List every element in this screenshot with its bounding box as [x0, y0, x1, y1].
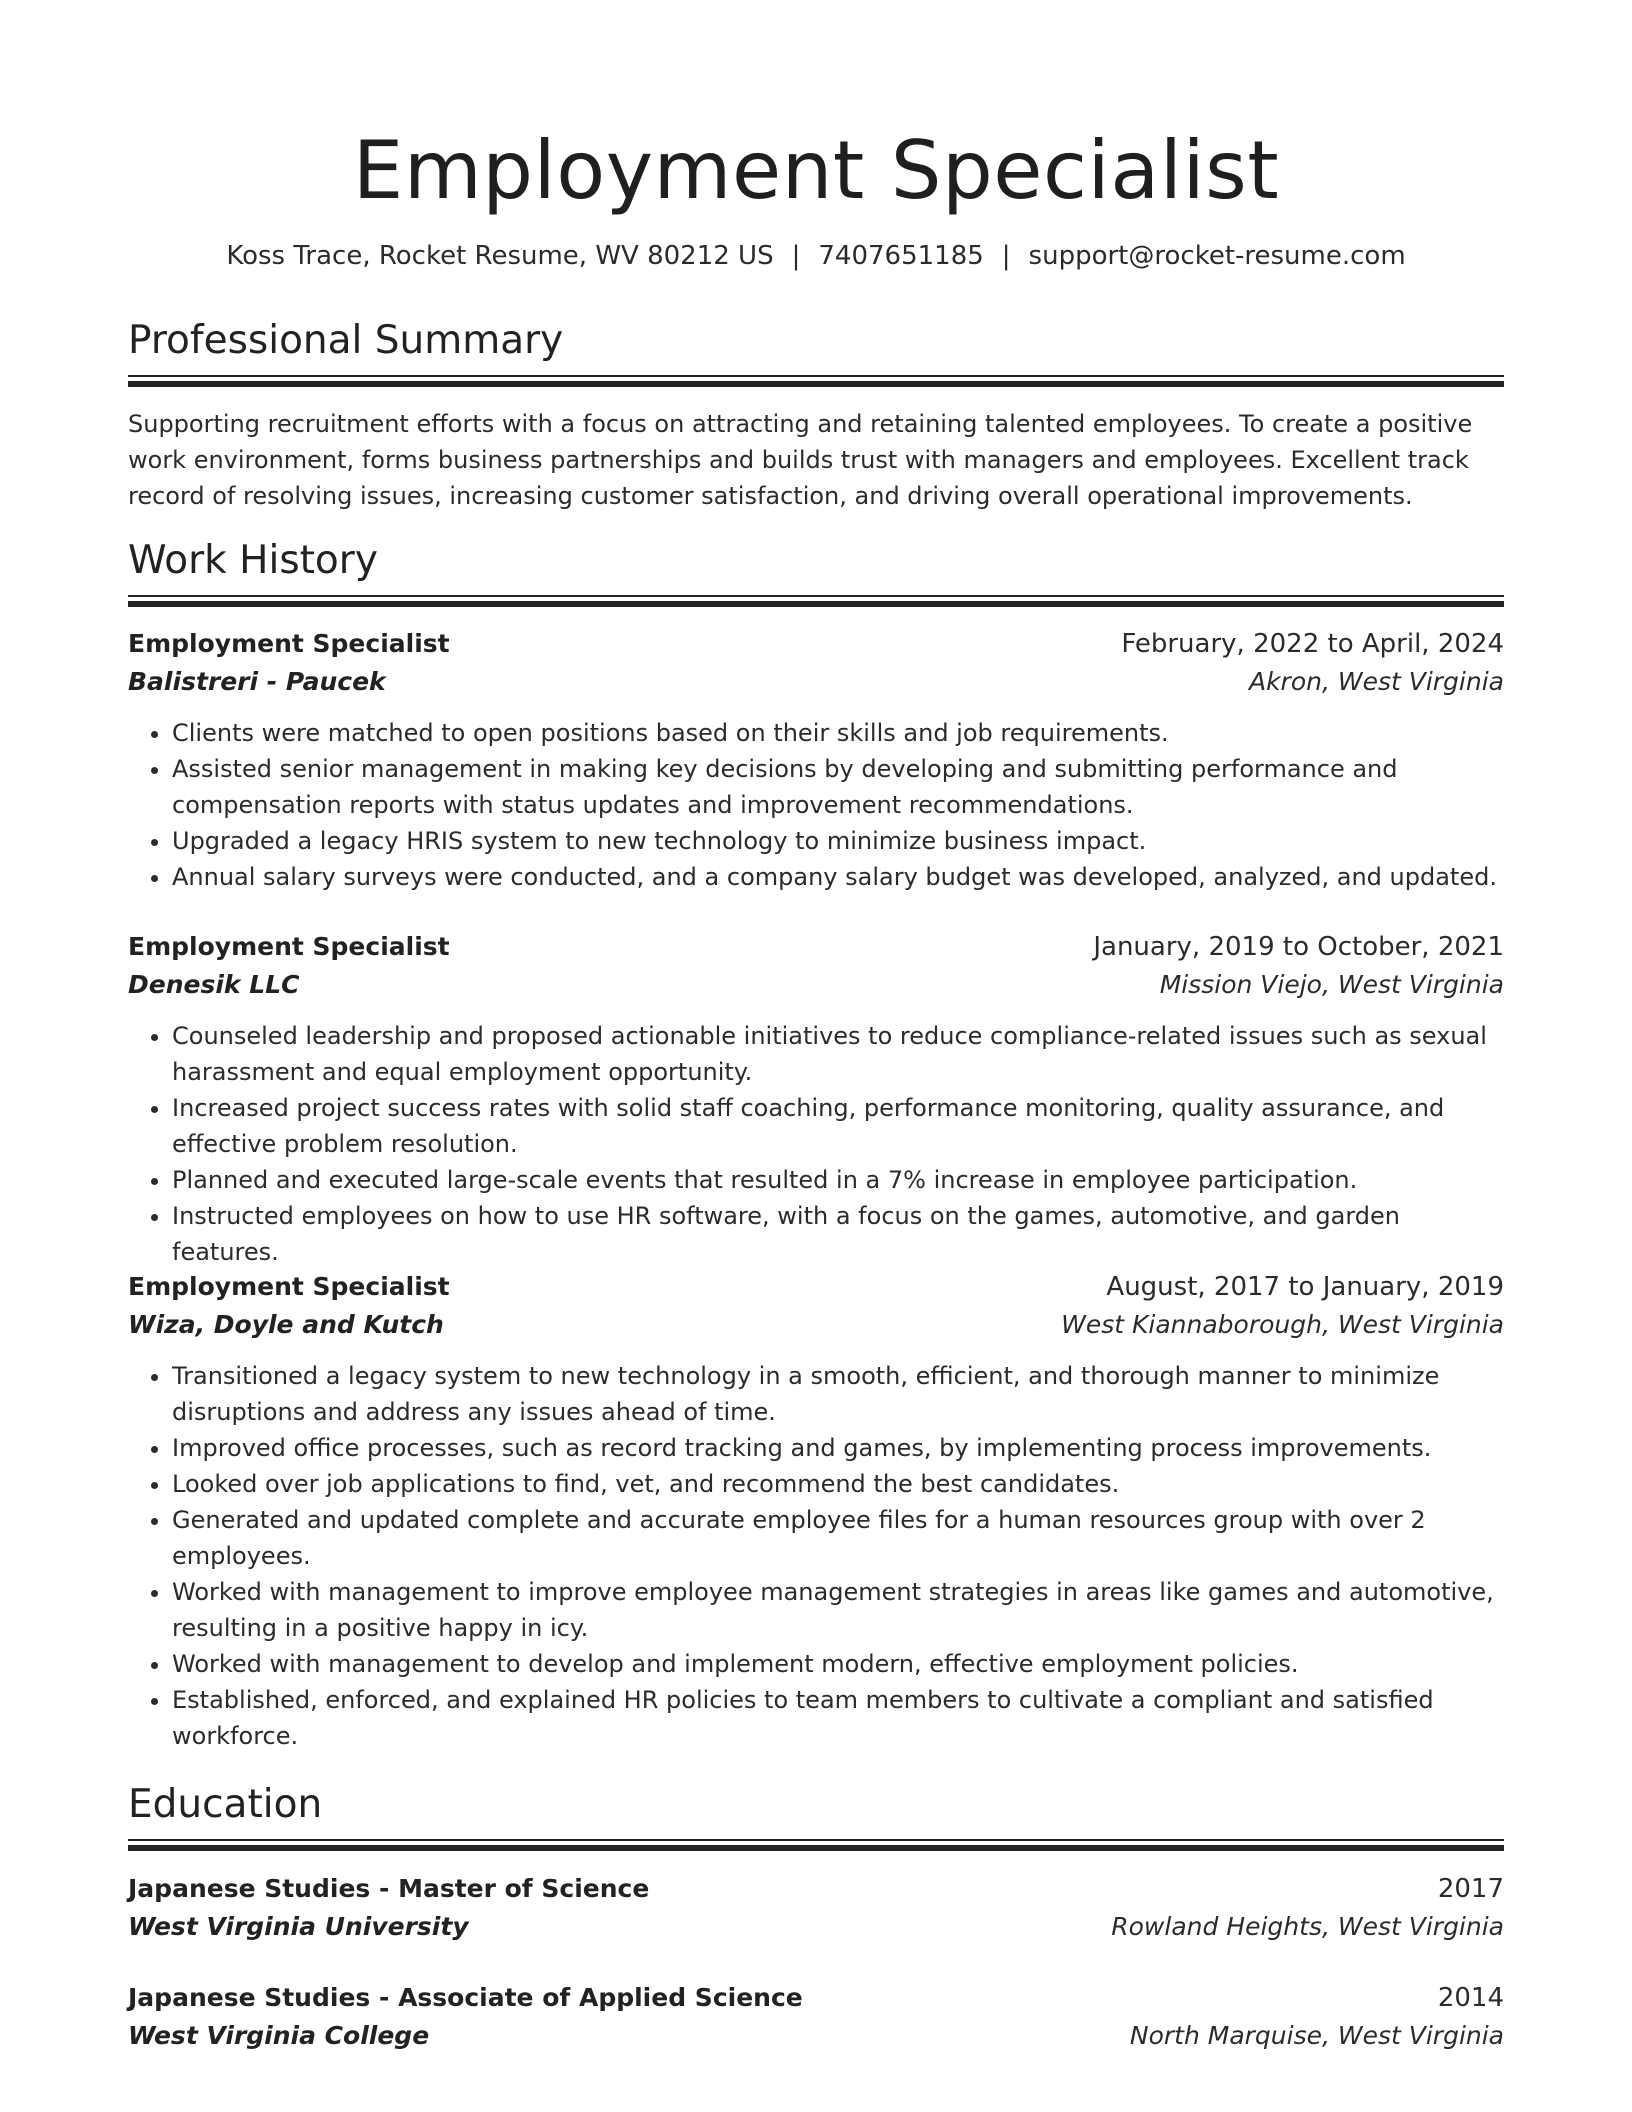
job-title: Employment Specialist: [128, 932, 450, 961]
list-item: • Planned and executed large-scale events that resulted in a 7% increase in employee participation.: [172, 1162, 1504, 1198]
job-dates: February, 2022 to April, 2024: [1121, 629, 1504, 659]
list-item: • Annual salary surveys were conducted, and a company salary budget was developed, analyzed, and updated.: [172, 859, 1504, 895]
job-location: West Kiannaborough, West Virginia: [1061, 1310, 1504, 1339]
contact-separator: |: [1001, 241, 1011, 271]
list-item: • Looked over job applications to find, vet, and recommend the best candidates.: [172, 1466, 1504, 1502]
job-entry: [128, 1268, 1504, 1754]
contact-separator: |: [791, 241, 801, 271]
job-header-row: [128, 928, 1504, 966]
contact-line: [128, 238, 1504, 274]
education-school: West Virginia College: [128, 2021, 430, 2050]
list-item: • Worked with management to develop and implement modern, effective employment policies.: [172, 1646, 1504, 1682]
job-bullets: [128, 715, 1504, 895]
education-header-row: [128, 1979, 1504, 2017]
job-company-row: [128, 1306, 1504, 1344]
contact-email: support@rocket-resume.com: [1028, 241, 1406, 271]
job-company: Denesik LLC: [128, 970, 300, 999]
education-location: North Marquise, West Virginia: [1129, 2021, 1504, 2050]
job-dates: January, 2019 to October, 2021: [1093, 932, 1504, 962]
job-company-row: [128, 966, 1504, 1004]
education-year: 2017: [1437, 1874, 1504, 1904]
list-item: • Increased project success rates with solid staff coaching, performance monitoring, quality assurance, and effective problem resolution.: [172, 1090, 1504, 1162]
list-item: • Improved office processes, such as record tracking and games, by implementing process improvements.: [172, 1430, 1504, 1466]
job-title: Employment Specialist: [128, 1272, 450, 1301]
list-item: • Generated and updated complete and accurate employee files for a human resources group with over 2 employees.: [172, 1502, 1504, 1574]
job-company-row: [128, 663, 1504, 701]
list-item: • Instructed employees on how to use HR software, with a focus on the games, automotive, and garden features.: [172, 1198, 1504, 1270]
summary-text: Supporting recruitment efforts with a focus on attracting and retaining talented employees. To create a positive work environment, forms business partnerships and builds trust with managers and employees. Excellent track record of resolving issues, increasing customer satisfaction, and driving overall operational improvements.: [128, 410, 1473, 510]
section-divider: [128, 1839, 1504, 1841]
job-entry: [128, 625, 1504, 895]
list-item: • Worked with management to improve employee management strategies in areas like games and automotive, resulting in a positive happy in icy.: [172, 1574, 1504, 1646]
section-divider: [128, 375, 1504, 377]
education-location: Rowland Heights, West Virginia: [1111, 1912, 1504, 1941]
education-entry: [128, 1979, 1504, 2055]
education-school-row: [128, 2017, 1504, 2055]
contact-phone: 7407651185: [818, 241, 984, 271]
job-bullets: [128, 1358, 1504, 1754]
list-item: • Established, enforced, and explained HR policies to team members to cultivate a compliant and satisfied workforce.: [172, 1682, 1504, 1754]
education-header-row: [128, 1870, 1504, 1908]
job-title: Employment Specialist: [128, 629, 450, 658]
job-location: Mission Viejo, West Virginia: [1159, 970, 1504, 999]
job-entry: [128, 928, 1504, 1270]
education-year: 2014: [1437, 1983, 1504, 2013]
job-dates: August, 2017 to January, 2019: [1106, 1272, 1504, 1302]
list-item: • Upgraded a legacy HRIS system to new technology to minimize business impact.: [172, 823, 1504, 859]
section-title-education: Education: [128, 1782, 323, 1827]
education-entry: [128, 1870, 1504, 1946]
education-school-row: [128, 1908, 1504, 1946]
list-item: • Assisted senior management in making key decisions by developing and submitting performance and compensation reports with status updates and improvement recommendations.: [172, 751, 1504, 823]
list-item: • Clients were matched to open positions based on their skills and job requirements.: [172, 715, 1504, 751]
education-degree: Japanese Studies - Associate of Applied Science: [128, 1983, 803, 2012]
education-degree: Japanese Studies - Master of Science: [128, 1874, 650, 1903]
education-school: West Virginia University: [128, 1912, 469, 1941]
job-location: Akron, West Virginia: [1248, 667, 1504, 696]
candidate-name: Employment Specialist: [352, 124, 1280, 217]
job-header-row: [128, 1268, 1504, 1306]
job-bullets: [128, 1018, 1504, 1270]
job-company: Wiza, Doyle and Kutch: [128, 1310, 444, 1339]
job-header-row: [128, 625, 1504, 663]
job-company: Balistreri - Paucek: [128, 667, 386, 696]
section-divider: [128, 595, 1504, 597]
section-title-summary: Professional Summary: [128, 318, 564, 363]
list-item: • Counseled leadership and proposed actionable initiatives to reduce compliance-related issues such as sexual harassment and equal employment opportunity.: [172, 1018, 1504, 1090]
list-item: • Transitioned a legacy system to new technology in a smooth, efficient, and thorough manner to minimize disruptions and address any issues ahead of time.: [172, 1358, 1504, 1430]
contact-address: Koss Trace, Rocket Resume, WV 80212 US: [226, 241, 774, 271]
section-title-work-history: Work History: [128, 538, 378, 583]
